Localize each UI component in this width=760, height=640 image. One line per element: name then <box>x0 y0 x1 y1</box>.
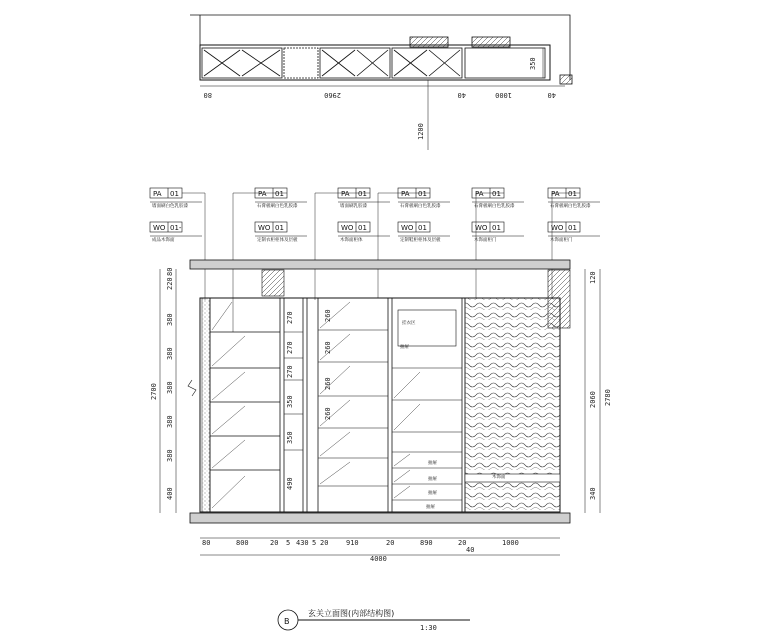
tag-code: PA <box>475 190 484 198</box>
left-dim-2: 380 <box>166 313 174 326</box>
shelf-dim-a-3: 350 <box>286 395 294 408</box>
bottom-dim-3: 5 <box>286 539 291 547</box>
wo-tag <box>548 222 600 243</box>
tag-num: 01 <box>418 190 427 198</box>
right-dim-3: 340 <box>589 487 597 500</box>
tag-code: PA <box>153 190 162 198</box>
elevation-structure <box>188 260 570 523</box>
tag-code: PA <box>551 190 560 198</box>
elevation-label-1: 抽屉 <box>400 345 409 350</box>
elevation-label-5: 抽屉 <box>426 505 435 510</box>
tag-num: 01 <box>568 224 577 232</box>
shelf-dim-b-1: 260 <box>324 341 332 354</box>
tag-num: 01 <box>358 224 367 232</box>
right-dim-0: 120 <box>589 271 597 284</box>
tag-note: 成品木饰面 <box>152 238 175 243</box>
tag-note: 木饰面柜门 <box>474 238 497 243</box>
shelf-dim-b-0: 260 <box>324 309 332 322</box>
bottom-dim-11: 1000 <box>502 539 519 547</box>
tag-note: 木饰面柜门 <box>550 238 573 243</box>
plan-depth-dim: 1200 <box>417 123 425 140</box>
leader-line <box>315 193 370 300</box>
pa-tag <box>150 188 202 209</box>
pa-tag <box>338 188 390 209</box>
bottom-dim-9: 890 <box>420 539 433 547</box>
plan-side-dim: 350 <box>529 57 537 70</box>
tag-note: 石膏板刷白色乳胶漆 <box>257 204 298 209</box>
tag-note: 墙面刷乳胶漆 <box>340 204 367 209</box>
bottom-dim-1: 800 <box>236 539 249 547</box>
bottom-dim-7: 910 <box>346 539 359 547</box>
tag-note: 石膏板刷白色乳胶漆 <box>474 204 515 209</box>
tag-code: WO <box>475 224 488 232</box>
pa-tag <box>472 188 524 209</box>
tag-code: PA <box>401 190 410 198</box>
tag-note: 石膏板刷白色乳胶漆 <box>550 204 591 209</box>
tag-note: 石膏板刷白色乳胶漆 <box>400 204 441 209</box>
tag-num: 01 <box>358 190 367 198</box>
plan-view <box>190 15 572 150</box>
sub-dim: 40 <box>466 546 475 554</box>
bottom-dim-6: 20 <box>320 539 329 547</box>
shelf-dim-a-5: 490 <box>286 477 294 490</box>
plan-dim-1: 2960 <box>324 91 341 99</box>
bottom-dim-4: 430 <box>296 539 309 547</box>
drawing-scale: 1:30 <box>420 624 437 632</box>
tag-code: WO <box>258 224 271 232</box>
plan-dim-4: 40 <box>547 91 556 99</box>
leader-line <box>182 193 205 300</box>
tag-num: 01 <box>170 190 179 198</box>
pa-tag <box>255 188 307 209</box>
bottom-dim-0: 80 <box>202 539 211 547</box>
wo-tag <box>255 222 307 243</box>
elevation-label-3: 抽屉 <box>428 477 437 482</box>
tag-note: 定制衣柜柜体及层板 <box>257 238 298 243</box>
bottom-dim-5: 5 <box>312 539 317 547</box>
tag-code: WO <box>401 224 414 232</box>
shelf-dim-a-0: 270 <box>286 311 294 324</box>
left-dim-0: 80 <box>166 267 174 276</box>
tag-num: 01 <box>418 224 427 232</box>
plan-dim-3: 1000 <box>495 91 512 99</box>
wo-tag <box>338 222 390 243</box>
tag-num: 01- <box>170 224 182 232</box>
drawing-title: 玄关立面图(内部结构图) <box>308 609 395 618</box>
tag-num: 01 <box>492 224 501 232</box>
shelf-dim-b-3: 260 <box>324 407 332 420</box>
right-dim-2: 2780 <box>604 389 612 406</box>
tag-code: WO <box>153 224 166 232</box>
wo-tag <box>398 222 450 243</box>
plan-dim-2: 40 <box>457 91 466 99</box>
tag-note: 定制鞋柜柜体及层板 <box>400 238 441 243</box>
left-dim-1: 220 <box>166 277 174 290</box>
tag-code: PA <box>258 190 267 198</box>
pa-tag <box>398 188 450 209</box>
tag-code: PA <box>341 190 350 198</box>
elevation-label-6: 木饰面 <box>492 475 506 480</box>
wo-tag <box>150 222 202 243</box>
tag-code: WO <box>551 224 564 232</box>
left-dim-4: 380 <box>166 381 174 394</box>
total-width-dim: 4000 <box>370 555 387 563</box>
pa-tag <box>548 188 600 209</box>
shelf-dim-a-2: 270 <box>286 365 294 378</box>
tag-note: 木饰面柜体 <box>340 238 363 243</box>
left-dim-3: 380 <box>166 347 174 360</box>
elevation-label-4: 抽屉 <box>428 491 437 496</box>
left-dim-5: 380 <box>166 415 174 428</box>
shelf-dim-a-4: 350 <box>286 431 294 444</box>
tag-num: 01 <box>275 190 284 198</box>
right-dim-1: 2060 <box>589 391 597 408</box>
bottom-dim-10: 20 <box>458 539 467 547</box>
plan-dimensions <box>204 57 556 140</box>
bottom-dim-8: 20 <box>386 539 395 547</box>
shelf-dim-a-1: 270 <box>286 341 294 354</box>
title-block <box>278 608 470 632</box>
left-dim-6: 380 <box>166 449 174 462</box>
elevation-label-2: 抽屉 <box>428 461 437 466</box>
left-dim-7: 400 <box>166 487 174 500</box>
tag-num: 01 <box>275 224 284 232</box>
tag-note: 墙面刷白色乳胶漆 <box>152 204 188 209</box>
section-marker: B <box>284 617 290 626</box>
plan-dim-0: 80 <box>203 91 212 99</box>
wo-tag <box>472 222 524 243</box>
tag-code: WO <box>341 224 354 232</box>
elevation-label-0: 挂衣区 <box>402 321 416 326</box>
bottom-dim-2: 20 <box>270 539 279 547</box>
tag-num: 01 <box>568 190 577 198</box>
shelf-dim-b-2: 260 <box>324 377 332 390</box>
tag-num: 01 <box>492 190 501 198</box>
total-height-dim: 2700 <box>150 383 158 400</box>
